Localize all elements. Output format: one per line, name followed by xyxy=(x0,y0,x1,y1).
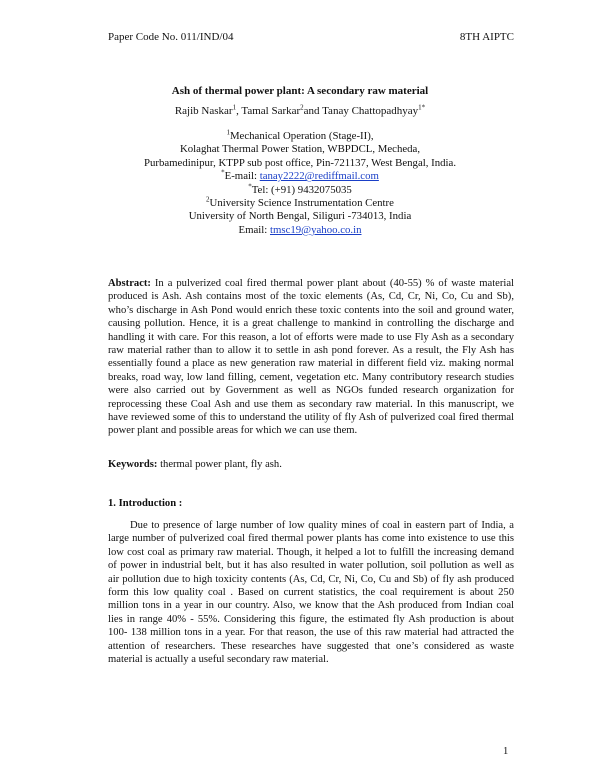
email-link[interactable]: tanay2222@rediffmail.com xyxy=(259,170,379,183)
affiliation1-dept-line xyxy=(0,130,600,143)
affiliation1-dept: Mechanical Operation (Stage-II), xyxy=(229,130,374,142)
tel-number: Tel: (+91) 9432075035 xyxy=(251,183,352,196)
affiliation-sup: 2 xyxy=(206,195,210,204)
keywords xyxy=(108,458,282,471)
affiliation2-email-line xyxy=(0,224,600,237)
author-name: Tamal Sarkar xyxy=(241,105,301,117)
affiliation2-dept: University Science Instrumentation Centre xyxy=(209,197,394,210)
author-list xyxy=(0,105,600,118)
author-name: Rajib Naskar xyxy=(174,105,233,117)
affiliation-sup: 1 xyxy=(226,128,230,137)
email-sup: * xyxy=(221,168,225,177)
tel-sup: * xyxy=(248,182,252,191)
email-label: Email: xyxy=(238,223,270,236)
affiliation1-tel-line xyxy=(0,184,600,197)
section-heading: 1. Introduction : xyxy=(108,498,183,509)
email-link[interactable]: tmsc19@yahoo.co.in xyxy=(269,223,362,236)
email-label: E-mail: xyxy=(224,170,260,183)
author-name: Tanay Chattopadhyay xyxy=(322,105,419,117)
author-separator: , xyxy=(236,105,242,117)
paper-code: Paper Code No. 011/IND/04 xyxy=(108,31,234,43)
author-sup: 2 xyxy=(300,103,304,112)
author-sup: 1* xyxy=(418,103,426,112)
affiliation1-line2: Kolaghat Thermal Power Station, WBPDCL, Mecheda, xyxy=(179,143,421,156)
paper-title: Ash of thermal power plant: A secondary raw material xyxy=(171,85,429,97)
affiliation2-line2: University of North Bengal, Siliguri -734013, India xyxy=(188,210,412,223)
conference-name: 8TH AIPTC xyxy=(459,31,514,43)
author-separator: and xyxy=(303,105,323,117)
keywords-text: thermal power plant, fly ash. xyxy=(157,459,282,470)
keywords-label: Keywords: xyxy=(108,459,158,470)
affiliations xyxy=(0,130,600,237)
page-number: 1 xyxy=(503,746,509,757)
abstract xyxy=(108,277,514,438)
abstract-label: Abstract: xyxy=(108,278,151,289)
affiliation1-email-line xyxy=(0,170,600,183)
affiliation1-line3: Purbamedinipur, KTPP sub post office, Pin-721137, West Bengal, India. xyxy=(143,156,457,169)
introduction-paragraph: Due to presence of large number of low quality mines of coal in eastern part of India, a large number of pulverized coal fired thermal power plants has come into existence to use this low cost coal as primary raw material. Though, it helped a lot to fulfill the increasing demand of power in industrial belt, but it has also resulted in water pollution, soil pollution as well as air pollution due to high toxicity contents (As, Cd, Cr, Ni, Co, Cu and Sb) of fly ash produced form this low quality coal . Based on current statistics, the coal requirement is about 250 million tons in a year in our country. Also, we know that the Ash produced from Indian coal lies in range 40% - 55%. Considering this figure, the estimated fly Ash production is about 100- 138 million tons in a year. For that reason, the use of this raw material had attracted the attention of researchers. These researches have suggested that one’s considered as waste material is actually a useful secondary raw material. xyxy=(108,520,514,666)
affiliation2-dept-line xyxy=(0,197,600,210)
abstract-text: In a pulverized coal fired thermal power plant about (40-55) % of waste material produced is Ash. Ash contains most of the toxic elements (As, Cd, Cr, Ni, Co, Cu and Sb), who’s discharge in Ash Pond would enrich these toxic contents into the soil and ground water, causing pollution. Hence, it is a great challenge to mankind in controlling the discharge and handling it with care. For this reason, a lot of efforts were made to use Fly Ash as a secondary raw material rather than to allow it to settle in ash pond forever. As a result, the Fly Ash has essentially found a place as new generation raw material in different field viz. making normal breaks, road way, low land filling, cement, vegetation etc. Many contributory research studies were also carried out by Government as well as NGOs funded research organization for reprocessing these Coal Ash and use them as secondary raw material. In this manuscript, we have reviewed some of this to understand the utility of fly Ash of pulverized coal fired thermal power plant and possible areas for which we can use them. xyxy=(108,278,514,437)
author-sup: 1 xyxy=(232,103,237,112)
